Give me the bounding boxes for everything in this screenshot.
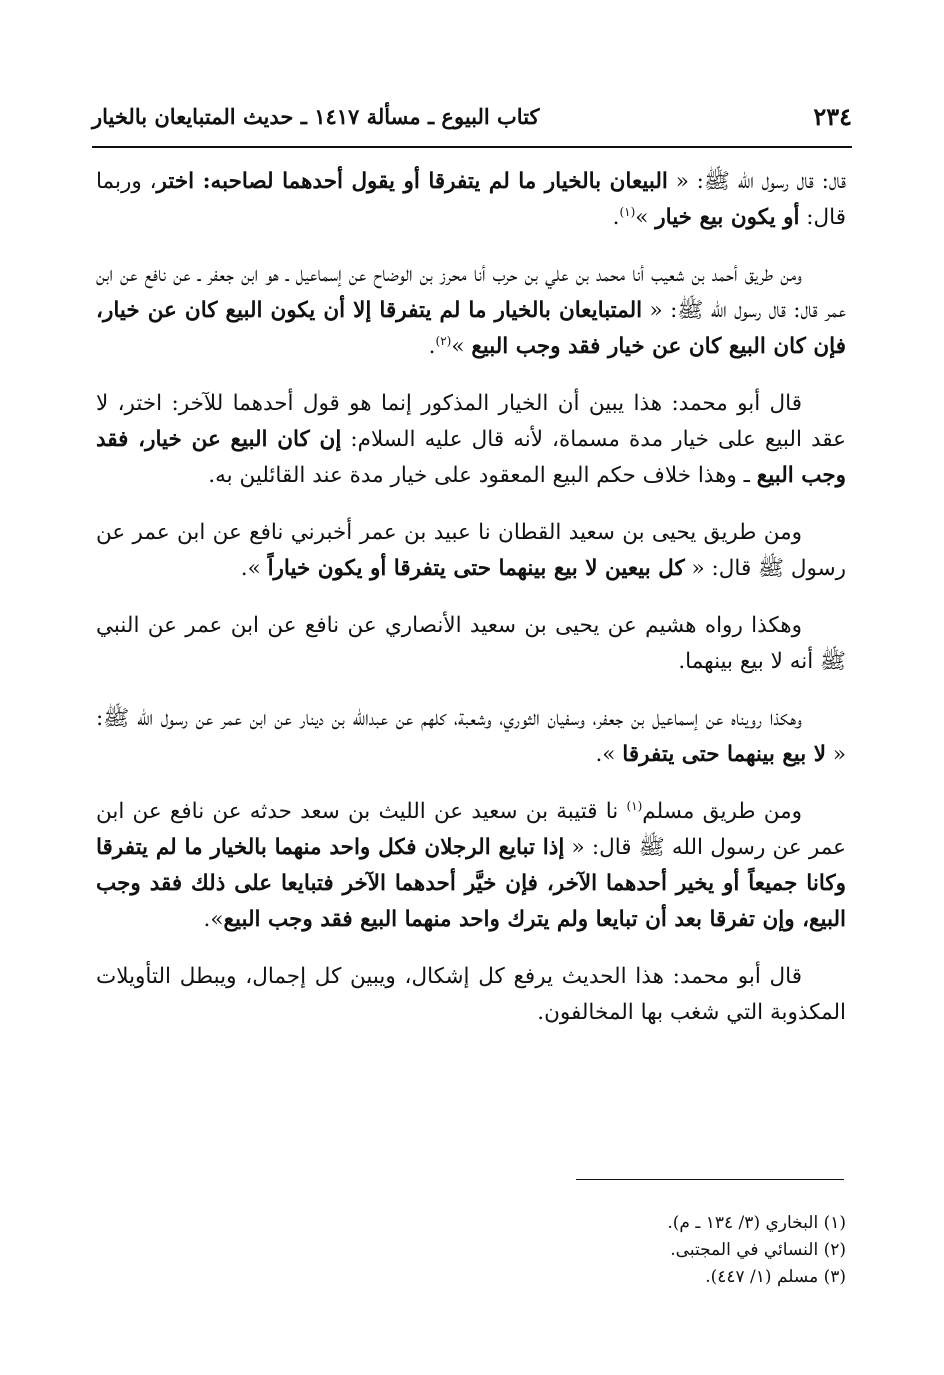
footnote-3: (٣) مسلم (١/ ٤٤٧).	[705, 1267, 846, 1287]
paragraph-8: قال أبو محمد: هذا الحديث يرفع كل إشكال، ويبين كل إجمال، ويبطل التأويلات المكذوبة التي شغب بها المخالفون.	[96, 964, 846, 1025]
running-title: كتاب البيوع ـ مسألة ١٤١٧ ـ حديث المتبايعان بالخيار	[92, 103, 540, 129]
paragraph-6: وهكذا رويناه عن إسماعيل بن جعفر، وسفيان الثوري، وشعبة، كلهم عن عبدالله بن دينار عن ابن عمر عن رسول الله ﷺ: « لا بيع بينهما حتى يتفرقا ».	[96, 706, 846, 767]
paragraph-1: قال: قال رسول الله ﷺ: « البيعان بالخيار ما لم يتفرقا أو يقول أحدهما لصاحبه: اختر، وربما قال: أو يكون بيع خيار »$^{(١)}$.	[96, 169, 846, 230]
footnote-ref: (١)	[626, 798, 643, 813]
footnote-2: (٢) النسائي في المجتبى.	[670, 1240, 846, 1260]
page-number: ٢٣٤	[813, 101, 852, 131]
paragraph-4: ومن طريق يحيى بن سعيد القطان نا عبيد بن عمر أخبرني نافع عن ابن عمر عن رسول ﷺ قال: « كل بيعين لا بيع بينهما حتى يتفرقا أو يكون خياراً ».	[96, 520, 846, 581]
paragraph-3: قال أبو محمد: هذا يبين أن الخيار المذكور إنما هو قول أحدهما للآخر: اختر، لا عقد البيع على خيار مدة مسماة، لأنه قال عليه السلام: إن كان البيع عن خيار، فقد وجب البيع ـ وهذا خلاف حكم البيع المعقود على خيار مدة عند القائلين به.	[96, 391, 846, 488]
header-rule	[92, 146, 852, 148]
footnotes	[96, 1210, 846, 1291]
paragraph-7: ومن طريق مسلم$^{(١)}$ نا قتيبة بن سعيد عن الليث بن سعد حدثه عن نافع عن ابن عمر عن رسول الله ﷺ قال: « إذا تبايع الرجلان فكل واحد منهما بالخيار ما لم يتفرقا وكانا جميعاً أو يخير أحدهما الآخر، فإن خيَّر أحدهما الآخر فتبايعا على ذلك فقد وجب البيع، وإن تفرقا بعد أن تبايعا ولم يترك واحد منهما البيع فقد وجب البيع».	[96, 798, 846, 932]
footnote-ref: (٢)	[435, 333, 452, 348]
main-text	[96, 164, 846, 1052]
footnote-rule	[576, 1179, 844, 1180]
footnote-ref: (١)	[619, 204, 636, 219]
footnote-1: (١) البخاري (٣/ ١٣٤ ـ م).	[667, 1213, 846, 1233]
paragraph-2: ومن طريق أحمد بن شعيب أنا محمد بن علي بن حرب أنا محرز بن الوضاح عن إسماعيل ـ هو ابن جعفر ـ عن نافع عن ابن عمر قال: قال رسول الله ﷺ: « المتبايعان بالخيار ما لم يتفرقا إلا أن يكون البيع كان عن خيار، فإن كان البيع كان عن خيار فقد وجب البيع »$^{(٢)}$.	[96, 262, 846, 359]
page-header	[92, 96, 852, 136]
paragraph-5: وهكذا رواه هشيم عن يحيى بن سعيد الأنصاري عن نافع عن ابن عمر عن النبي ﷺ أنه لا بيع بينهما.	[96, 613, 846, 674]
